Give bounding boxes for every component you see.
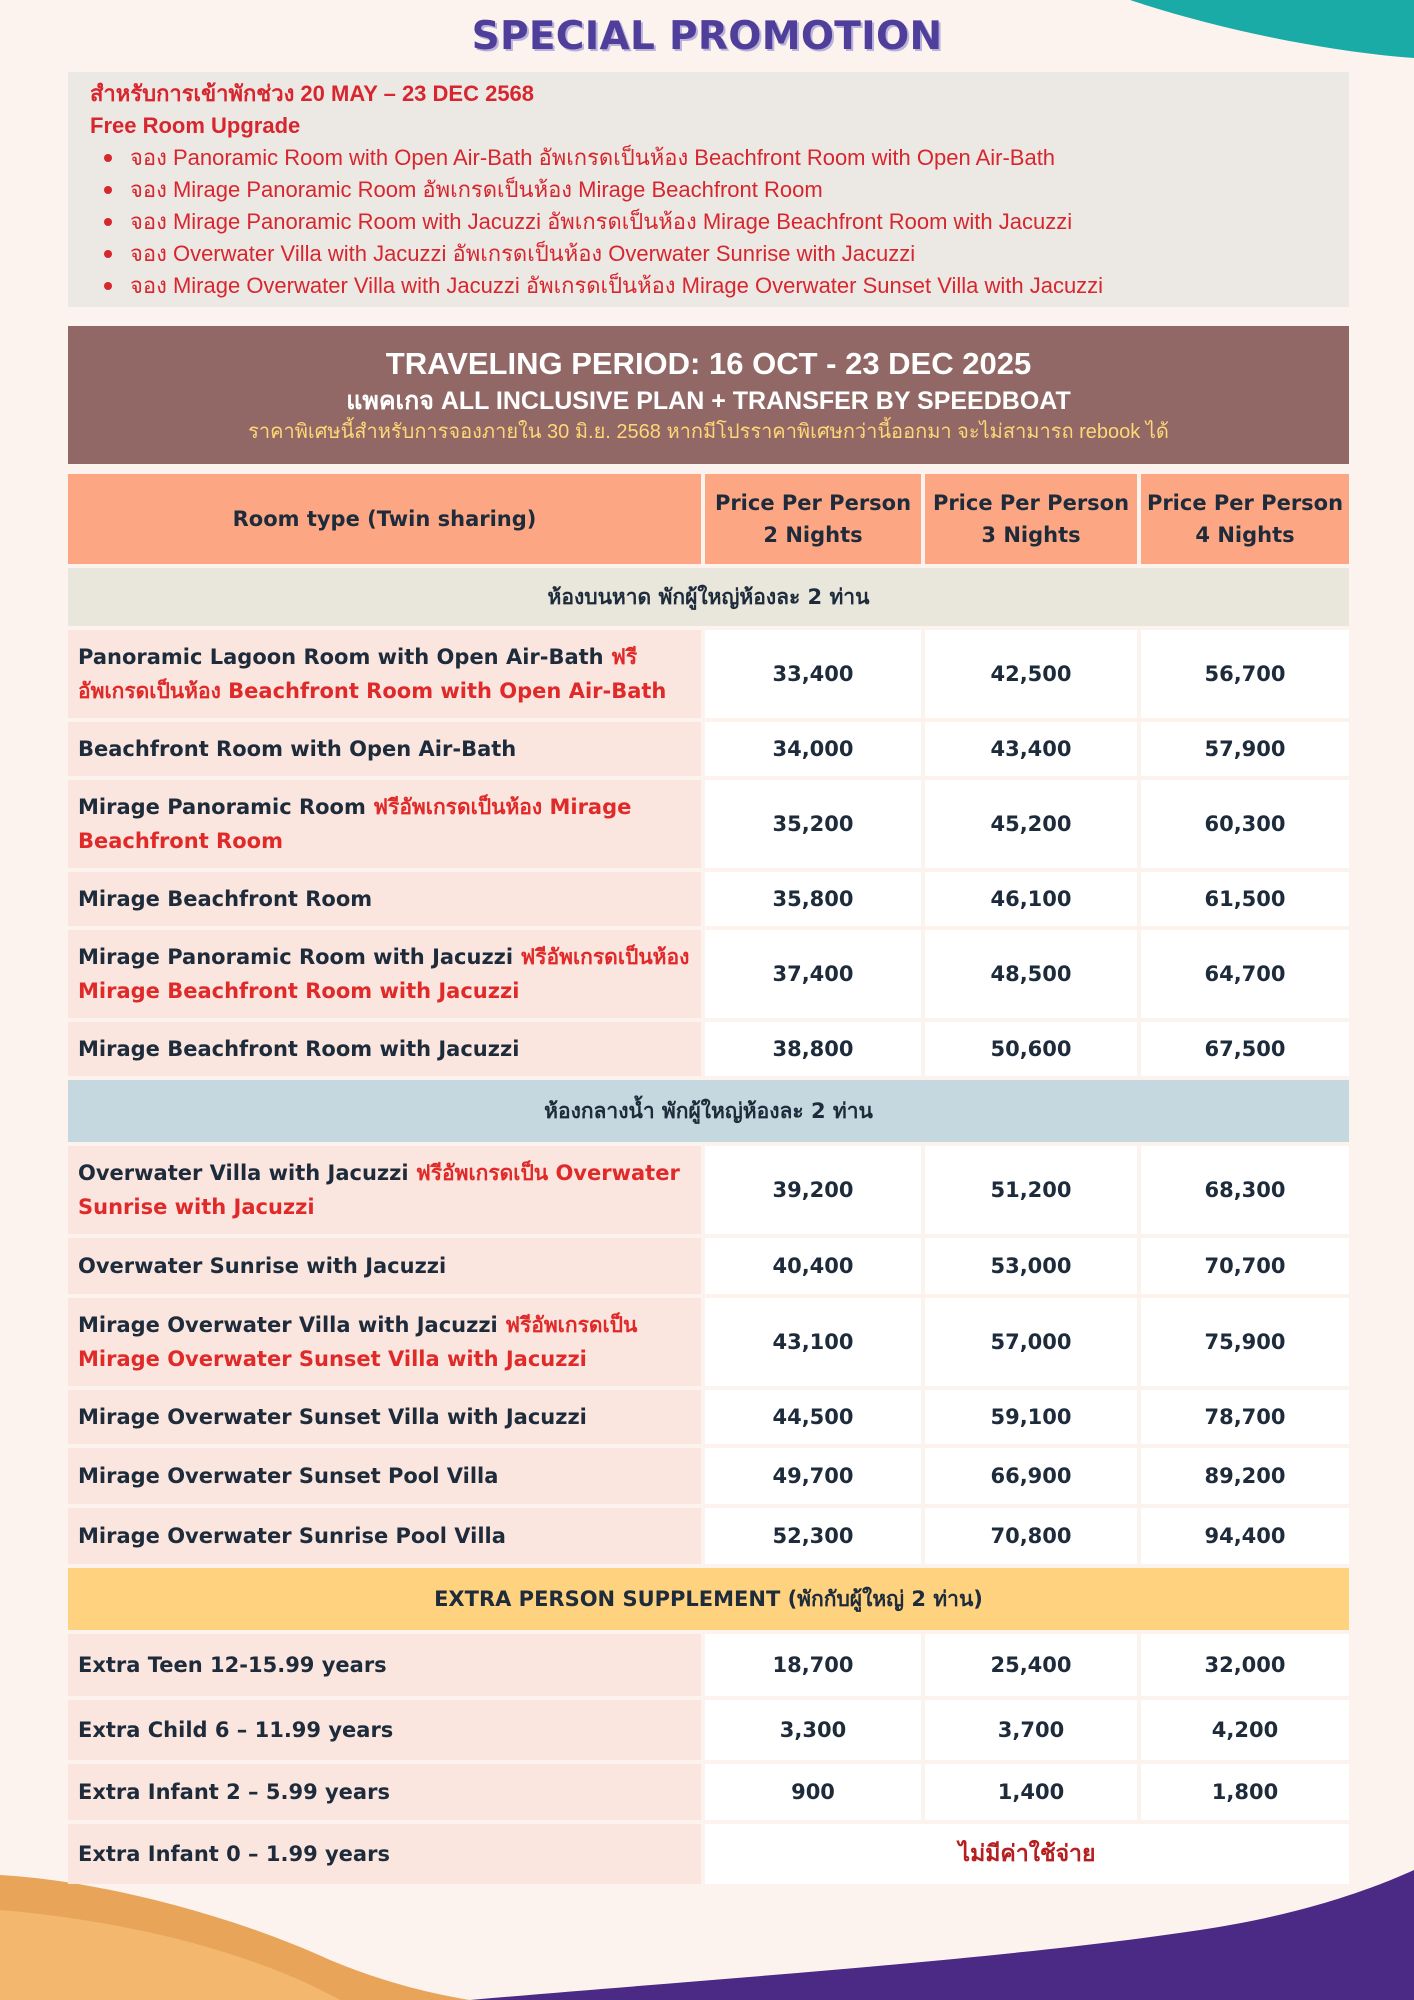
room-type-cell — [68, 1238, 701, 1294]
price-cell: 1,800 — [1141, 1764, 1349, 1820]
price-cell: 33,400 — [705, 630, 921, 718]
room-type-cell — [68, 1298, 701, 1386]
upgrade-note: ฟรีอัพเกรดเป็นห้อง Mirage Beachfront Room with Jacuzzi — [78, 945, 690, 1003]
table-row — [68, 1700, 1349, 1760]
upgrade-note: ฟรีอัพเกรดเป็นห้อง Beachfront Room with Open Air-Bath — [78, 645, 667, 703]
price-cell: 45,200 — [925, 780, 1137, 868]
bullet-icon — [104, 282, 112, 290]
room-type-cell — [68, 1764, 701, 1820]
price-cell: 66,900 — [925, 1448, 1137, 1504]
price-cell: 67,500 — [1141, 1022, 1349, 1076]
price-cell: 61,500 — [1141, 872, 1349, 926]
section-header-row — [68, 1568, 1349, 1630]
booking-note: ราคาพิเศษนี้สำหรับการจองภายใน 30 มิ.ย. 2568 หากมีโปรราคาพิเศษกว่านี้ออกมา จะไม่สามารถ rebook ได้ — [248, 421, 1169, 443]
room-type-cell — [68, 1634, 701, 1696]
room-type-header: Room type (Twin sharing) — [68, 474, 701, 564]
page-title: SPECIAL PROMOTION — [471, 14, 943, 59]
price-cell: 57,000 — [925, 1298, 1137, 1386]
table-row — [68, 872, 1349, 926]
price-cell: 52,300 — [705, 1508, 921, 1564]
room-name: Mirage Panoramic Room with Jacuzzi — [78, 945, 521, 969]
room-type-cell — [68, 722, 701, 776]
price-header-nights: 3 Nights — [981, 523, 1081, 547]
room-name: Mirage Overwater Sunrise Pool Villa — [78, 1524, 506, 1548]
room-name: Overwater Sunrise with Jacuzzi — [78, 1254, 447, 1278]
table-row — [68, 1390, 1349, 1444]
room-name: Panoramic Lagoon Room with Open Air-Bath — [78, 645, 611, 669]
price-cell: 89,200 — [1141, 1448, 1349, 1504]
room-type-cell — [68, 872, 701, 926]
room-name: Mirage Beachfront Room — [78, 887, 373, 911]
promo-item-text: จอง Mirage Panoramic Room อัพเกรดเป็นห้อง Mirage Beachfront Room — [130, 177, 823, 202]
room-name: Extra Infant 0 – 1.99 years — [78, 1842, 390, 1866]
price-cell: 900 — [705, 1764, 921, 1820]
promo-item — [104, 174, 1327, 206]
price-cell: 48,500 — [925, 930, 1137, 1018]
price-cell: 50,600 — [925, 1022, 1137, 1076]
section-title: ห้องกลางน้ำ พักผู้ใหญ่ห้องละ 2 ท่าน — [68, 1080, 1349, 1142]
room-type-cell — [68, 930, 701, 1018]
price-cell: 4,200 — [1141, 1700, 1349, 1760]
room-type-cell — [68, 780, 701, 868]
promo-list — [104, 142, 1327, 302]
price-cell: 37,400 — [705, 930, 921, 1018]
upgrade-note: ฟรีอัพเกรดเป็น Overwater Sunrise with Jacuzzi — [78, 1161, 680, 1219]
price-table-body — [68, 474, 1349, 1884]
price-cell: 49,700 — [705, 1448, 921, 1504]
section-header-row — [68, 568, 1349, 626]
promo-item — [104, 238, 1327, 270]
price-header-4-nights — [1141, 474, 1349, 564]
price-header-3-nights — [925, 474, 1137, 564]
table-row — [68, 1448, 1349, 1504]
section-title: EXTRA PERSON SUPPLEMENT (พักกับผู้ใหญ่ 2 ท่าน) — [68, 1568, 1349, 1630]
room-name: Mirage Overwater Sunset Pool Villa — [78, 1464, 499, 1488]
room-type-cell — [68, 630, 701, 718]
traveling-period: TRAVELING PERIOD: 16 OCT - 23 DEC 2025 — [385, 346, 1032, 381]
room-name: Overwater Villa with Jacuzzi — [78, 1161, 416, 1185]
price-cell: 64,700 — [1141, 930, 1349, 1018]
table-row — [68, 1634, 1349, 1696]
price-cell: 3,300 — [705, 1700, 921, 1760]
section-title: ห้องบนหาด พักผู้ใหญ่ห้องละ 2 ท่าน — [68, 568, 1349, 626]
price-header-nights: 4 Nights — [1195, 523, 1295, 547]
price-cell: 75,900 — [1141, 1298, 1349, 1386]
price-cell: 32,000 — [1141, 1634, 1349, 1696]
price-cell: 94,400 — [1141, 1508, 1349, 1564]
free-of-charge-cell: ไม่มีค่าใช้จ่าย — [705, 1824, 1349, 1884]
price-cell: 1,400 — [925, 1764, 1137, 1820]
room-name: Extra Teen 12-15.99 years — [78, 1653, 387, 1677]
promo-item-text: จอง Overwater Villa with Jacuzzi อัพเกรดเป็นห้อง Overwater Sunrise with Jacuzzi — [130, 241, 916, 266]
room-name: Extra Child 6 – 11.99 years — [78, 1718, 394, 1742]
room-type-cell — [68, 1508, 701, 1564]
room-name: Beachfront Room with Open Air-Bath — [78, 737, 517, 761]
room-type-cell — [68, 1146, 701, 1234]
price-table — [64, 470, 1353, 1888]
room-type-cell — [68, 1824, 701, 1884]
room-name: Mirage Panoramic Room — [78, 795, 374, 819]
price-cell: 34,000 — [705, 722, 921, 776]
table-row — [68, 722, 1349, 776]
price-cell: 51,200 — [925, 1146, 1137, 1234]
price-cell: 78,700 — [1141, 1390, 1349, 1444]
price-cell: 40,400 — [705, 1238, 921, 1294]
package-name: แพคเกจ ALL INCLUSIVE PLAN + TRANSFER BY SPEEDBOAT — [346, 387, 1071, 415]
promo-item-text: จอง Mirage Overwater Villa with Jacuzzi อัพเกรดเป็นห้อง Mirage Overwater Sunset Villa with Jacuzzi — [130, 273, 1104, 298]
price-cell: 35,800 — [705, 872, 921, 926]
price-header-nights: 2 Nights — [763, 523, 863, 547]
promo-item — [104, 206, 1327, 238]
promo-stay-period: สำหรับการเข้าพักช่วง 20 MAY – 23 DEC 2568 — [90, 81, 535, 106]
price-cell: 35,200 — [705, 780, 921, 868]
table-row — [68, 1824, 1349, 1884]
table-row — [68, 1298, 1349, 1386]
price-cell: 25,400 — [925, 1634, 1137, 1696]
room-type-cell — [68, 1390, 701, 1444]
traveling-period-banner — [68, 326, 1349, 464]
table-row — [68, 780, 1349, 868]
price-cell: 18,700 — [705, 1634, 921, 1696]
table-row — [68, 630, 1349, 718]
price-cell: 42,500 — [925, 630, 1137, 718]
price-cell: 70,800 — [925, 1508, 1137, 1564]
promo-box — [68, 72, 1349, 307]
price-cell: 3,700 — [925, 1700, 1137, 1760]
room-name: Mirage Overwater Sunset Villa with Jacuzzi — [78, 1405, 587, 1429]
table-row — [68, 1508, 1349, 1564]
price-cell: 53,000 — [925, 1238, 1137, 1294]
bullet-icon — [104, 186, 112, 194]
section-header-row — [68, 1080, 1349, 1142]
room-type-cell — [68, 1022, 701, 1076]
table-header-row — [68, 474, 1349, 564]
price-cell: 43,100 — [705, 1298, 921, 1386]
upgrade-note: ฟรีอัพเกรดเป็นห้อง Mirage Beachfront Room — [78, 795, 632, 853]
price-header-2-nights — [705, 474, 921, 564]
bullet-icon — [104, 218, 112, 226]
room-name: Mirage Overwater Villa with Jacuzzi — [78, 1313, 506, 1337]
bullet-icon — [104, 250, 112, 258]
price-cell: 56,700 — [1141, 630, 1349, 718]
price-cell: 60,300 — [1141, 780, 1349, 868]
table-row — [68, 930, 1349, 1018]
price-header-label: Price Per Person — [932, 491, 1130, 515]
price-cell: 68,300 — [1141, 1146, 1349, 1234]
promo-heading: Free Room Upgrade — [90, 113, 301, 138]
promo-item — [104, 142, 1327, 174]
price-header-label: Price Per Person — [714, 491, 912, 515]
table-row — [68, 1022, 1349, 1076]
table-row — [68, 1764, 1349, 1820]
price-cell: 44,500 — [705, 1390, 921, 1444]
bullet-icon — [104, 154, 112, 162]
room-name: Extra Infant 2 – 5.99 years — [78, 1780, 390, 1804]
price-header-label: Price Per Person — [1146, 491, 1344, 515]
price-cell: 57,900 — [1141, 722, 1349, 776]
promo-item-text: จอง Panoramic Room with Open Air-Bath อัพเกรดเป็นห้อง Beachfront Room with Open Air-Bath — [130, 145, 1056, 170]
table-row — [68, 1238, 1349, 1294]
room-type-cell — [68, 1448, 701, 1504]
price-cell: 39,200 — [705, 1146, 921, 1234]
price-cell: 43,400 — [925, 722, 1137, 776]
price-cell: 46,100 — [925, 872, 1137, 926]
promo-item — [104, 270, 1327, 302]
table-row — [68, 1146, 1349, 1234]
upgrade-note: ฟรีอัพเกรดเป็น Mirage Overwater Sunset Villa with Jacuzzi — [78, 1313, 638, 1371]
price-cell: 70,700 — [1141, 1238, 1349, 1294]
room-name: Mirage Beachfront Room with Jacuzzi — [78, 1037, 520, 1061]
room-type-cell — [68, 1700, 701, 1760]
promo-item-text: จอง Mirage Panoramic Room with Jacuzzi อัพเกรดเป็นห้อง Mirage Beachfront Room with Jacuzzi — [130, 209, 1073, 234]
price-cell: 38,800 — [705, 1022, 921, 1076]
price-cell: 59,100 — [925, 1390, 1137, 1444]
